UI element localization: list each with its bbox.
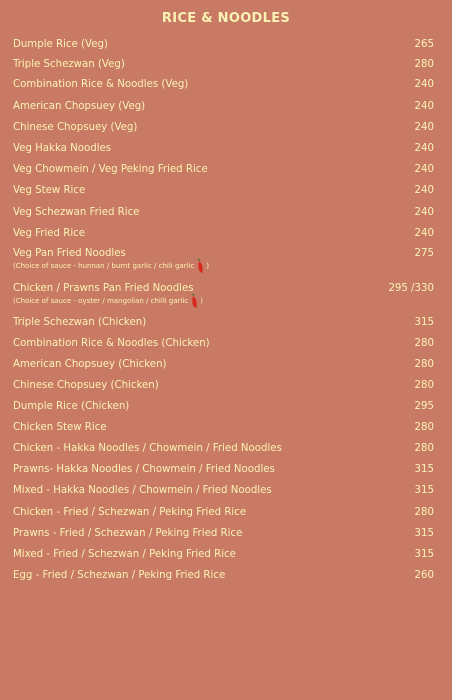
menu-item-price: 280 [414, 338, 434, 349]
menu-item-name: Chicken - Fried / Schezwan / Peking Fried Rice [13, 507, 247, 518]
sauce-choice-note [13, 294, 203, 308]
menu-item-price: 315 [414, 485, 434, 496]
menu-item-price: 240 [414, 164, 434, 175]
menu-item-name: Veg Pan Fried Noodles [13, 248, 126, 259]
menu-item-price: 280 [414, 422, 434, 433]
menu-item-price: 275 [414, 248, 434, 259]
sauce-choice-text: (Choice of sauce - hunnan / burnt garlic / chili garlic [13, 262, 195, 270]
menu-item-name: Combination Rice & Noodles (Chicken) [13, 338, 210, 349]
menu-item-price: 240 [414, 79, 434, 90]
menu-item-price: 280 [414, 359, 434, 370]
menu-item-name: Veg Hakka Noodles [13, 143, 112, 154]
menu-item-price: 240 [414, 207, 434, 218]
menu-item-name: Chinese Chopsuey (Chicken) [13, 380, 159, 391]
sauce-choice-close: ) [200, 297, 204, 305]
menu-item-name: Veg Fried Rice [13, 228, 86, 239]
sauce-choice-close: ) [206, 262, 210, 270]
menu-item-name: Triple Schezwan (Chicken) [13, 317, 147, 328]
chili-pepper-icon [189, 294, 199, 308]
menu-item-name: American Chopsuey (Chicken) [13, 359, 167, 370]
menu-item-name: Egg - Fried / Schezwan / Peking Fried Rice [13, 570, 226, 581]
sauce-choice-text: (Choice of sauce - oyster / mangolian / chilli garlic [13, 297, 189, 305]
menu-item-price: 315 [414, 464, 434, 475]
menu-item-price: 280 [414, 443, 434, 454]
chili-pepper-icon [195, 259, 205, 273]
menu-item-name: Combination Rice & Noodles (Veg) [13, 79, 189, 90]
menu-item-price: 315 [414, 317, 434, 328]
menu-item-price: 315 [414, 528, 434, 539]
menu-item-price: 295 /330 [388, 283, 434, 294]
menu-item-price: 295 [414, 401, 434, 412]
menu-item-name: Chinese Chopsuey (Veg) [13, 122, 138, 133]
menu-item-price: 240 [414, 143, 434, 154]
menu-item-price: 260 [414, 570, 434, 581]
menu-item-name: Mixed - Hakka Noodles / Chowmein / Fried Noodles [13, 485, 272, 496]
menu-item-name: Triple Schezwan (Veg) [13, 59, 125, 70]
menu-item-name: Chicken / Prawns Pan Fried Noodles [13, 283, 194, 294]
menu-item-price: 240 [414, 122, 434, 133]
menu-item-name: Veg Stew Rice [13, 185, 86, 196]
menu-item-name: Dumple Rice (Chicken) [13, 401, 130, 412]
menu-item-price: 265 [414, 39, 434, 50]
menu-item-price: 280 [414, 507, 434, 518]
menu-item-price: 240 [414, 185, 434, 196]
menu-item-price: 280 [414, 380, 434, 391]
menu-item-name: American Chopsuey (Veg) [13, 101, 146, 112]
menu-item-name: Chicken - Hakka Noodles / Chowmein / Fried Noodles [13, 443, 282, 454]
menu-item-price: 240 [414, 101, 434, 112]
menu-item-name: Veg Schezwan Fried Rice [13, 207, 140, 218]
menu-heading: RICE & NOODLES [161, 11, 291, 26]
menu-item-name: Mixed - Fried / Schezwan / Peking Fried Rice [13, 549, 236, 560]
sauce-choice-note [13, 259, 209, 273]
menu-item-name: Dumple Rice (Veg) [13, 39, 108, 50]
menu-item-name: Chicken Stew Rice [13, 422, 107, 433]
menu-item-price: 240 [414, 228, 434, 239]
menu-item-price: 315 [414, 549, 434, 560]
menu-item-price: 280 [414, 59, 434, 70]
menu-item-name: Veg Chowmein / Veg Peking Fried Rice [13, 164, 208, 175]
menu-item-name: Prawns - Fried / Schezwan / Peking Fried Rice [13, 528, 243, 539]
menu-item-name: Prawns- Hakka Noodles / Chowmein / Fried Noodles [13, 464, 275, 475]
